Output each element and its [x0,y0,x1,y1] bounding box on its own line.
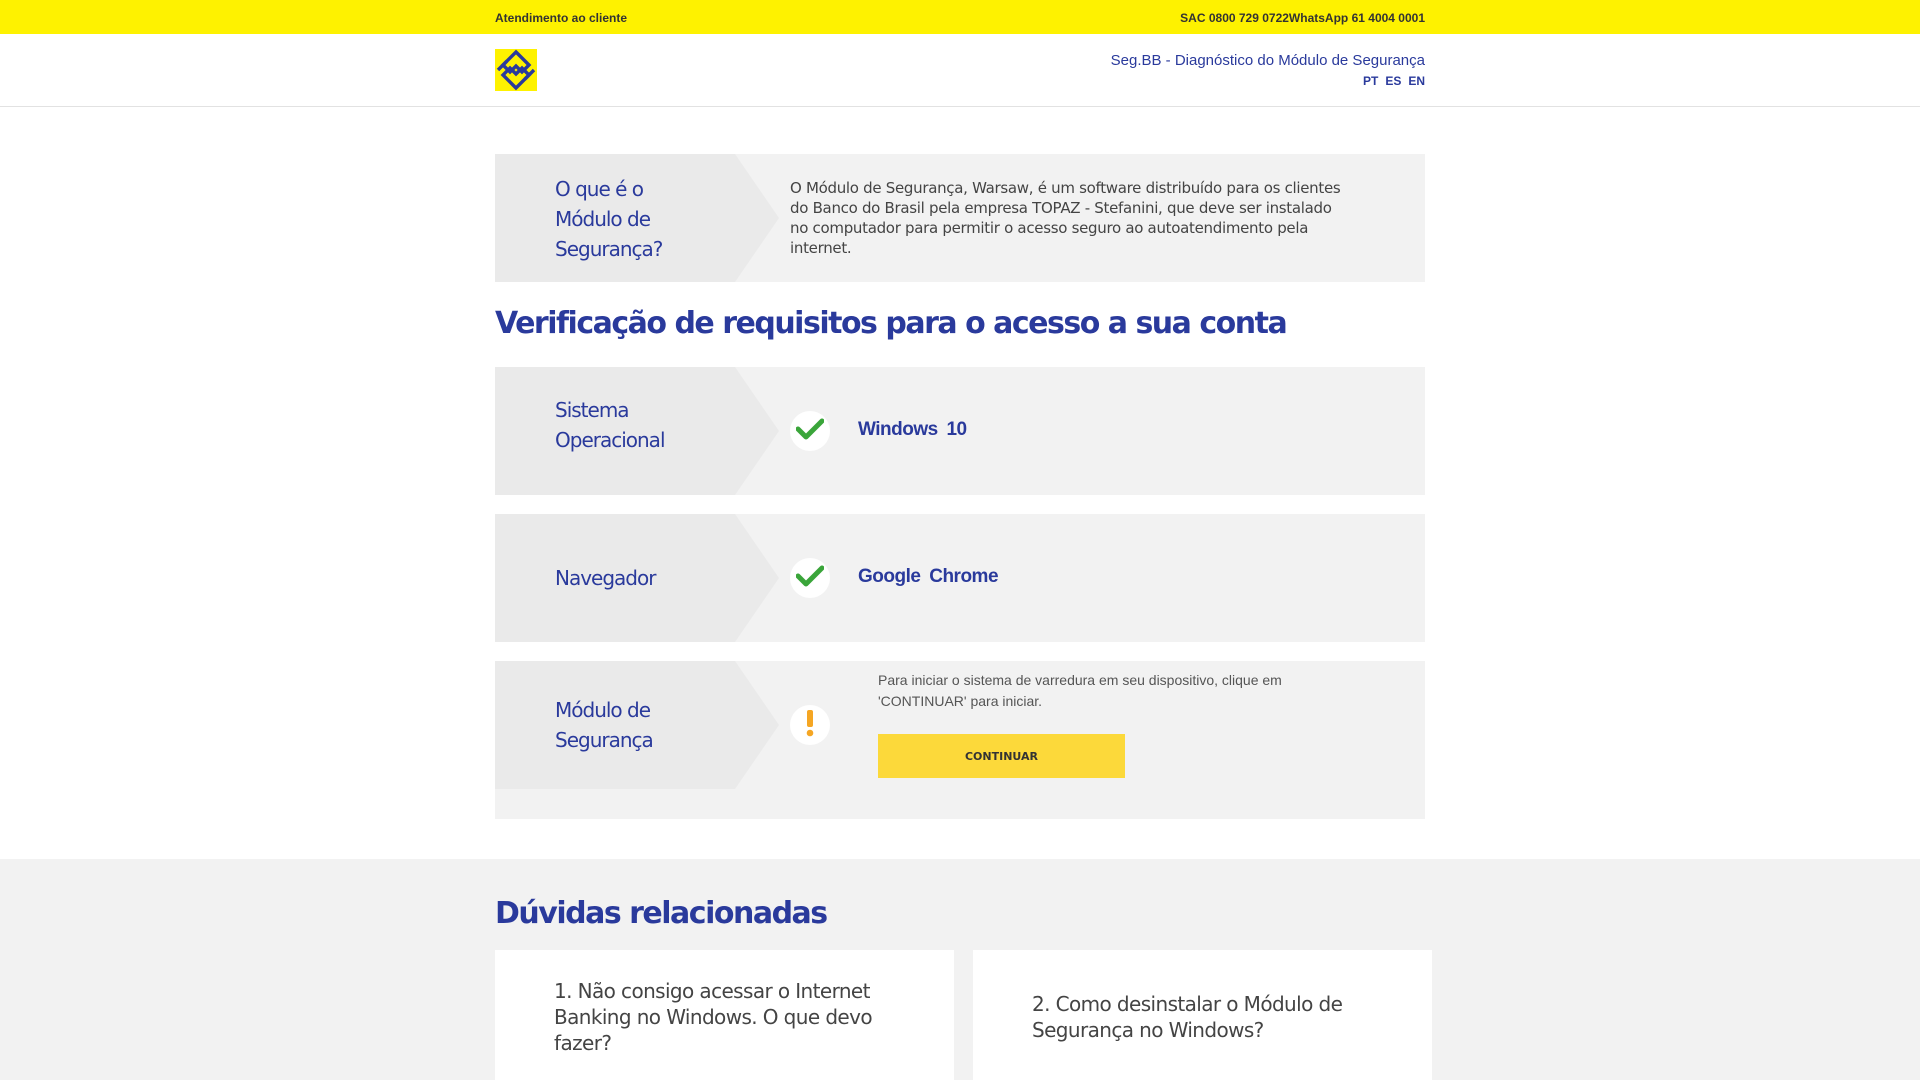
browser-value: Google Chrome [858,566,999,587]
requirements-title: Verificação de requisitos para o acesso a sua conta [495,306,1287,341]
faq-title: Dúvidas relacionadas [495,896,827,931]
os-status [790,411,830,451]
banco-do-brasil-logo-icon[interactable] [495,49,537,91]
continue-button[interactable]: CONTINUAR [878,734,1125,778]
browser-label-arrow [735,514,779,642]
checkmark-icon [796,565,824,592]
module-label: Módulo de Segurança [555,698,653,752]
os-value: Windows 10 [858,419,967,440]
requirement-browser-card [495,514,1425,642]
browser-label: Navegador [555,566,656,590]
os-label-arrow [735,367,779,495]
requirement-os-card [495,367,1425,495]
header [0,34,1920,107]
intro-label: O que é o Módulo de Segurança? [555,177,663,261]
checkmark-icon [796,418,824,445]
os-label: Sistema Operacional [555,398,665,452]
exclamation-icon [804,709,816,742]
faq-card-1[interactable] [495,950,954,1080]
requirement-security-module-card [495,661,1425,819]
contact-info [1180,11,1425,25]
faq-section [0,859,1920,1080]
sac-phone: SAC 0800 729 0722 [1180,11,1289,25]
module-label-arrow [735,661,779,789]
intro-card [495,154,1425,282]
faq-question-1[interactable]: 1. Não consigo acessar o Internet Banking no Windows. O que devo fazer? [554,979,872,1055]
intro-label-arrow [735,154,779,282]
whatsapp-phone: WhatsApp 61 4004 0001 [1288,11,1425,25]
site-title: Seg.BB - Diagnóstico do Módulo de Segurança [1110,52,1425,69]
module-status [790,705,830,745]
lang-es[interactable]: ES [1385,74,1402,88]
faq-question-2[interactable]: 2. Como desinstalar o Módulo de Segurança no Windows? [1032,992,1343,1042]
faq-card-2[interactable] [973,950,1432,1080]
intro-description: O Módulo de Segurança, Warsaw, é um software distribuído para os clientes do Banco do Brasil pela empresa TOPAZ - Stefanini, que deve ser instalado no computador para permitir o acesso seguro ao autoatendimento pela internet. [790,179,1341,257]
top-bar [0,0,1920,34]
lang-pt[interactable]: PT [1362,74,1379,88]
language-switcher [1363,74,1425,88]
scan-message: Para iniciar o sistema de varredura em seu dispositivo, clique em 'CONTINUAR' para iniciar. [878,672,1282,709]
lang-en[interactable]: EN [1408,74,1425,88]
customer-service-label: Atendimento ao cliente [495,11,628,25]
browser-status [790,558,830,598]
